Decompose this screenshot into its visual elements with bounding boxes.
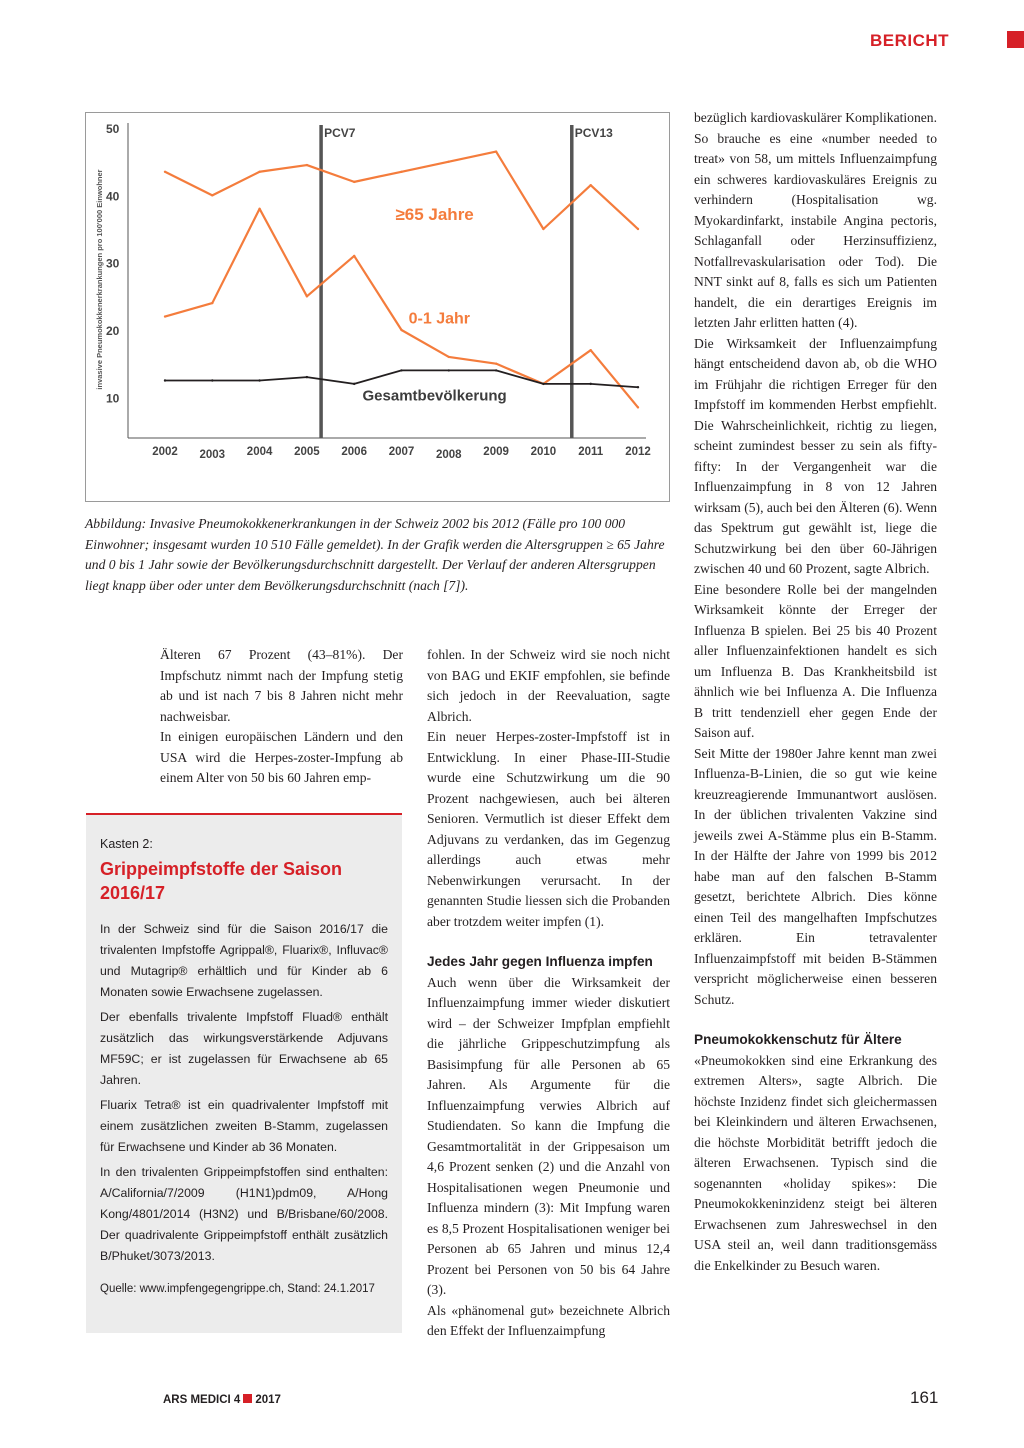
column-2 — [427, 645, 670, 1342]
data-point — [495, 150, 497, 152]
data-point — [542, 228, 544, 230]
footer-journal — [163, 1394, 281, 1406]
data-point — [306, 295, 308, 297]
y-tick-label: 40 — [106, 189, 120, 204]
section-heading: Pneumokokkenschutz für Ältere — [694, 1032, 902, 1047]
paragraph: Die Wirksamkeit der Influenzaimpfung hängt entscheidend davon ab, ob die WHO im Frühjahr die richtigen Erreger für den Impfstoff im kommenden Herbst empfiehlt. Die Wahrscheinlichkeit, richtig zu liegen, scheint zumindest besser zu sein als fifty-fifty: In der Vergangenheit war die Influenzaimpfung in 8 von 12 Jahren wirksam (5), auch bei den Älteren (6). Wenn das Spektrum gut gewählt ist, liege die Schutzwirkung bei den über 60-Jährigen zwischen 40 und 60 Prozent, sagte Albrich. — [694, 335, 937, 576]
reference-line-label: PCV13 — [574, 126, 613, 140]
column-1 — [160, 645, 403, 789]
x-tick-label: 2002 — [152, 446, 178, 458]
y-tick-label: 20 — [106, 324, 120, 338]
footer-marker — [243, 1394, 252, 1403]
section-marker — [1007, 31, 1024, 48]
paragraph: «Pneumokokken sind eine Erkrankung des extremen Alters», sagte Albrich. Die höchste Inzidenz findet sich gleichermassen bei Kleinkindern und älteren Erwachsenen, die höchste Morbidität betrifft jedoch die älteren Erwachsenen. Typisch sind die sogenannten «holiday spikes»: Die Pneumokokkeninzidenz steigt bei älteren Erwachsenen zum Jahreswechsel in den USA steil an, weil dann traditionsgemäss die Enkelkinder zu Besuch waren. — [694, 1052, 937, 1273]
box-paragraph: Der ebenfalls trivalente Impfstoff Fluad® enthält zusätzlich das wirkungsverstärkende Adjuvans MF59C; er ist zugelassen für Erwachsene ab 65 Jahren. — [100, 1010, 388, 1087]
data-point — [637, 228, 639, 230]
data-point — [495, 369, 497, 371]
data-point — [590, 349, 592, 351]
data-point — [448, 356, 450, 358]
paragraph: Als «phänomenal gut» bezeichnete Albrich den Effekt der Influenzaimpfung — [427, 1302, 670, 1338]
data-point — [164, 171, 166, 173]
series-label: Gesamtbevölkerung — [362, 387, 507, 405]
data-point — [211, 379, 213, 381]
series-label: 0-1 Jahr — [408, 310, 471, 328]
section-label: BERICHT — [870, 31, 950, 50]
paragraph: fohlen. In der Schweiz wird sie noch nicht von BAG und EKIF empfohlen, sie befinde sich jedoch in der Reevaluation, sagte Albrich. — [427, 647, 670, 724]
column-3 — [694, 108, 937, 1276]
series-label: ≥65 Jahre — [395, 205, 474, 225]
x-tick-label: 2010 — [530, 446, 557, 458]
data-point — [164, 379, 166, 381]
box-paragraph: Fluarix Tetra® ist ein quadrivalenter Impfstoff mit einem zusätzlichen zweiten B-Stamm, zugelassen für Erwachsene und Kinder ab 36 Monaten. — [100, 1098, 388, 1154]
journal-year: 2017 — [255, 1394, 281, 1406]
data-point — [258, 208, 260, 210]
data-point — [637, 406, 639, 408]
x-tick-label: 2011 — [578, 446, 604, 458]
data-point — [400, 369, 402, 371]
paragraph: Eine besondere Rolle bei der mangelnden Wirksamkeit könnte der Erreger der Influenza B spielen. Bei 25 bis 40 Prozent aller Influenzainfektionen handelt es sich um Influenza B. Das Krankheitsbild ist ähnlich wie bei Influenza A. Die Influenza B tritt tendenziell eher gegen Ende der Saison auf. — [694, 581, 937, 740]
data-point — [448, 369, 450, 371]
paragraph: In einigen europäischen Ländern und den USA wird die Herpes-zoster-Impfung ab einem Alter von 50 bis 60 Jahren emp- — [160, 729, 403, 785]
x-tick-label: 2012 — [625, 446, 651, 458]
line-chart — [86, 113, 669, 501]
x-tick-label: 2003 — [199, 449, 226, 461]
page-number: 161 — [910, 1388, 939, 1407]
x-tick-label: 2008 — [436, 449, 462, 461]
figure-caption — [85, 514, 675, 596]
data-point — [495, 362, 497, 364]
data-point — [590, 383, 592, 385]
series-line — [165, 370, 638, 387]
series-line — [165, 209, 638, 408]
box-source: Quelle: www.impfengegengrippe.ch, Stand: 24.1.2017 — [100, 1283, 375, 1295]
paragraph: Auch wenn über die Wirksamkeit der Influenzaimpfung immer wieder diskutiert wird – der Schweizer Impfplan empfiehlt die jährliche Grippeschutzimpfung als Basisimpfung für alle Personen ab 65 Jahren. Als Argumente für die Influenzaimpfung verwies Albrich auf Studiendaten. So kann die Impfung die Gesamtmortalität in der Grippesaison um 4,6 Prozent senken (2) und die Anzahl von Hospitalisationen wegen Pneumonie und Influenza mindern (3): Mit Impfung waren es 8,5 Prozent Hospitalisationen weniger bei Personen ab 65 Jahren und minus 12,4 Prozent bei Personen von 50 bis 64 Jahre (3). — [427, 974, 670, 1297]
y-tick-label: 30 — [106, 256, 120, 271]
section-heading: Jedes Jahr gegen Influenza impfen — [427, 954, 653, 969]
paragraph: bezüglich kardiovaskulärer Komplikationen. So brauche es eine «number needed to treat» von 58, um mittels Influenzaimpfung ein schweres kardiovaskuläres Ereignis zu verhindern (Hospitalisation wg. Myokardinfarkt, instabile Angina pectoris, Schlaganfall oder Herzinsuffizienz, Notfallrevaskularisation oder Tod). Die NNT sinkt auf 8, falls es sich um Patienten handelt, die ein derartiges Ereignis im letzten Jahr erlitten hatten (4). — [694, 110, 937, 330]
info-box — [86, 813, 402, 1333]
data-point — [353, 255, 355, 257]
data-point — [211, 194, 213, 196]
data-point — [258, 171, 260, 173]
paragraph: Seit Mitte der 1980er Jahre kennt man zwei Influenza-B-Linien, die so gut wie keine kreuzreagierende Immunantwort auslösen. In der üblichen trivalenten Vakzine sind jeweils zwei A-Stämme plus ein B-Stamm. In der Hälfte der Jahre von 1999 bis 2012 habe man auf den falschen B-Stamm gesetzt, berichtete Albrich. Dies könne einen Teil des mangelhaften Impfschutzes erklären. Ein tetravalenter Influenzaimpfstoff mit beiden B-Stämmen verspricht möglicherweise einen besseren Schutz. — [694, 745, 937, 1007]
y-axis-label: invasive Pneumokokkenerkrankungen pro 100'000 Einwohner — [95, 169, 104, 390]
x-tick-label: 2006 — [341, 446, 367, 458]
paragraph: Ein neuer Herpes-zoster-Impfstoff ist in Entwicklung. In einer Phase-III-Studie wurde eine Schutzwirkung um die 90 Prozent nachgewiesen, auch bei älteren Senioren. Vermutlich ist dieser Effekt dem Adjuvans zu verdanken, das im Gegenzug allerdings auch etwas mehr Nebenwirkungen verursacht. In der genannten Studie liessen sich die Probanden aber trotzdem weiter impfen (1). — [427, 729, 670, 929]
box-paragraph: In der Schweiz sind für die Saison 2016/17 die trivalenten Impfstoffe Agrippal®, Fluarix®, Influvac® und Mutagrip® erhältlich und für Kinder ab 6 Monaten sowie Erwachsene zugelassen. — [100, 922, 388, 999]
data-point — [306, 164, 308, 166]
box-label: Kasten 2: — [100, 837, 153, 851]
data-point — [353, 383, 355, 385]
data-point — [400, 329, 402, 331]
data-point — [164, 315, 166, 317]
data-point — [211, 302, 213, 304]
data-point — [542, 383, 544, 385]
y-tick-label: 50 — [106, 122, 120, 136]
y-tick-label: 10 — [106, 391, 120, 406]
data-point — [258, 379, 260, 381]
x-tick-label: 2004 — [246, 446, 273, 458]
data-point — [306, 376, 308, 378]
data-point — [590, 184, 592, 186]
caption-text: Abbildung: Invasive Pneumokokkenerkrankungen in der Schweiz 2002 bis 2012 (Fälle pro 100 000 Einwohner; insgesamt wurden 10 510 Fälle gemeldet). In der Grafik werden die Altersgruppen ≥ 65 Jahre und 0 bis 1 Jahr sowie der Bevölkerungsdurchschnitt dargestellt. Der Verlauf der anderen Altersgruppen liegt knapp über oder unter dem Bevölkerungsdurchschnitt (nach [7]). — [85, 516, 665, 593]
data-point — [353, 181, 355, 183]
reference-line-label: PCV7 — [324, 126, 356, 140]
x-tick-label: 2005 — [294, 446, 320, 458]
x-tick-label: 2007 — [388, 446, 415, 458]
x-tick-label: 2009 — [483, 446, 509, 458]
box-title: Grippeimpfstoffe der Saison 2016/17 — [100, 859, 343, 903]
data-point — [448, 160, 450, 162]
data-point — [400, 171, 402, 173]
journal-name: ARS MEDICI 4 — [163, 1394, 241, 1406]
box-paragraph: In den trivalenten Grippeimpfstoffen sind enthalten: A/California/7/2009 (H1N1)pdm09, A/Hong Kong/4801/2014 (H3N2) und B/Brisbane/60/2008. Der quadrivalente Grippeimpfstoff enthält zusätzlich B/Phuket/3073/2013. — [100, 1165, 388, 1263]
paragraph: Älteren 67 Prozent (43–81%). Der Impfschutz nimmt nach der Impfung stetig ab und ist nach 7 bis 8 Jahren nicht mehr nachweisbar. — [160, 647, 403, 724]
data-point — [637, 386, 639, 388]
